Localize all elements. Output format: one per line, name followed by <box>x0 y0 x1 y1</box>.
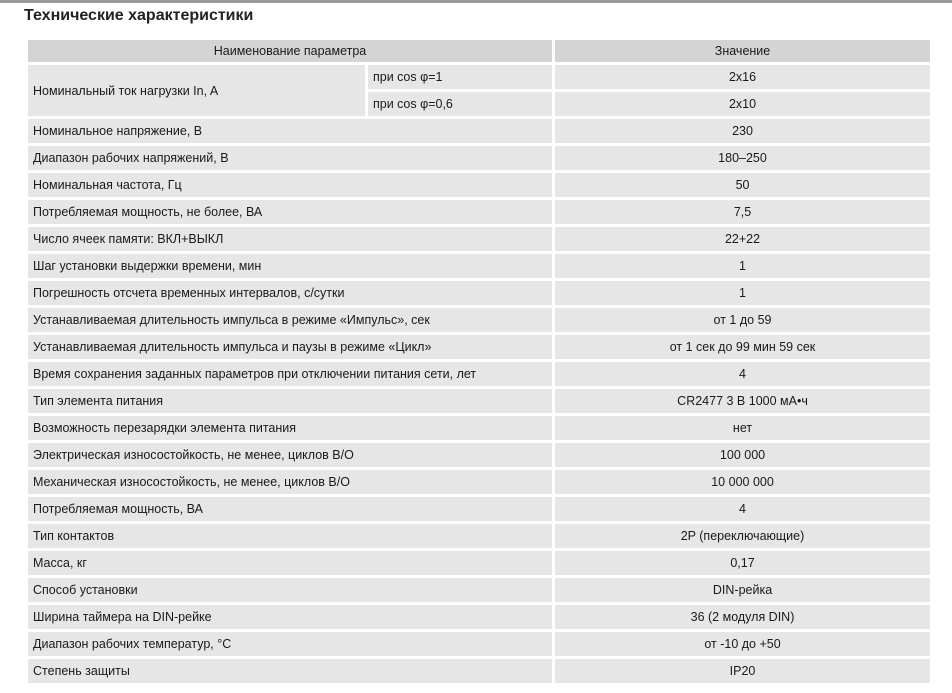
table-row <box>28 200 930 224</box>
table-row <box>28 119 930 143</box>
value-cell: 4 <box>555 497 930 521</box>
param-cell: Номинальное напряжение, В <box>28 119 552 143</box>
param-cell: Тип элемента питания <box>28 389 552 413</box>
value-cell: 230 <box>555 119 930 143</box>
header-param: Наименование параметра <box>28 40 552 62</box>
value-cell: 180–250 <box>555 146 930 170</box>
param-cell: Электрическая износостойкость, не менее, циклов В/О <box>28 443 552 467</box>
table-row <box>28 659 930 683</box>
specs-table <box>25 37 933 686</box>
condition-cell: при cos φ=1 <box>368 65 552 89</box>
param-cell: Масса, кг <box>28 551 552 575</box>
param-cell: Номинальный ток нагрузки In, A <box>28 65 365 116</box>
param-cell: Потребляемая мощность, не более, ВА <box>28 200 552 224</box>
table-row <box>28 443 930 467</box>
value-cell: 22+22 <box>555 227 930 251</box>
value-cell: 2P (переключающие) <box>555 524 930 548</box>
value-cell: от 1 сек до 99 мин 59 сек <box>555 335 930 359</box>
value-cell: 2x16 <box>555 65 930 89</box>
param-cell: Потребляемая мощность, ВА <box>28 497 552 521</box>
value-cell: от 1 до 59 <box>555 308 930 332</box>
value-cell: 36 (2 модуля DIN) <box>555 605 930 629</box>
value-cell: CR2477 3 В 1000 мА•ч <box>555 389 930 413</box>
table-row <box>28 173 930 197</box>
table-row <box>28 146 930 170</box>
table-row <box>28 65 930 89</box>
param-cell: Номинальная частота, Гц <box>28 173 552 197</box>
table-row <box>28 551 930 575</box>
value-cell: 100 000 <box>555 443 930 467</box>
header-value: Значение <box>555 40 930 62</box>
param-cell: Механическая износостойкость, не менее, циклов В/О <box>28 470 552 494</box>
param-cell: Время сохранения заданных параметров при отключении питания сети, лет <box>28 362 552 386</box>
value-cell: 2x10 <box>555 92 930 116</box>
param-cell: Диапазон рабочих температур, °С <box>28 632 552 656</box>
value-cell: нет <box>555 416 930 440</box>
table-row <box>28 254 930 278</box>
param-cell: Степень защиты <box>28 659 552 683</box>
table-body <box>28 65 930 683</box>
table-row <box>28 335 930 359</box>
table-header-row <box>28 40 930 62</box>
value-cell: 10 000 000 <box>555 470 930 494</box>
param-cell: Число ячеек памяти: ВКЛ+ВЫКЛ <box>28 227 552 251</box>
top-divider <box>0 0 952 3</box>
param-cell: Шаг установки выдержки времени, мин <box>28 254 552 278</box>
value-cell: 4 <box>555 362 930 386</box>
table-row <box>28 470 930 494</box>
value-cell: 1 <box>555 281 930 305</box>
param-cell: Устанавливаемая длительность импульса в режиме «Импульс», сек <box>28 308 552 332</box>
table-row <box>28 227 930 251</box>
param-cell: Погрешность отсчета временных интервалов, с/сутки <box>28 281 552 305</box>
page-title: Технические характеристики <box>24 7 254 24</box>
value-cell: 1 <box>555 254 930 278</box>
param-cell: Способ установки <box>28 578 552 602</box>
value-cell: 7,5 <box>555 200 930 224</box>
table-row <box>28 524 930 548</box>
table-row <box>28 389 930 413</box>
table-row <box>28 416 930 440</box>
table-row <box>28 632 930 656</box>
table-row <box>28 578 930 602</box>
param-cell: Возможность перезарядки элемента питания <box>28 416 552 440</box>
value-cell: от -10 до +50 <box>555 632 930 656</box>
table-row <box>28 308 930 332</box>
param-cell: Ширина таймера на DIN-рейке <box>28 605 552 629</box>
param-cell: Диапазон рабочих напряжений, В <box>28 146 552 170</box>
condition-cell: при cos φ=0,6 <box>368 92 552 116</box>
value-cell: DIN-рейка <box>555 578 930 602</box>
table-row <box>28 605 930 629</box>
table-row <box>28 281 930 305</box>
table-row <box>28 497 930 521</box>
value-cell: 50 <box>555 173 930 197</box>
param-cell: Тип контактов <box>28 524 552 548</box>
value-cell: 0,17 <box>555 551 930 575</box>
table-row <box>28 362 930 386</box>
param-cell: Устанавливаемая длительность импульса и паузы в режиме «Цикл» <box>28 335 552 359</box>
value-cell: IP20 <box>555 659 930 683</box>
